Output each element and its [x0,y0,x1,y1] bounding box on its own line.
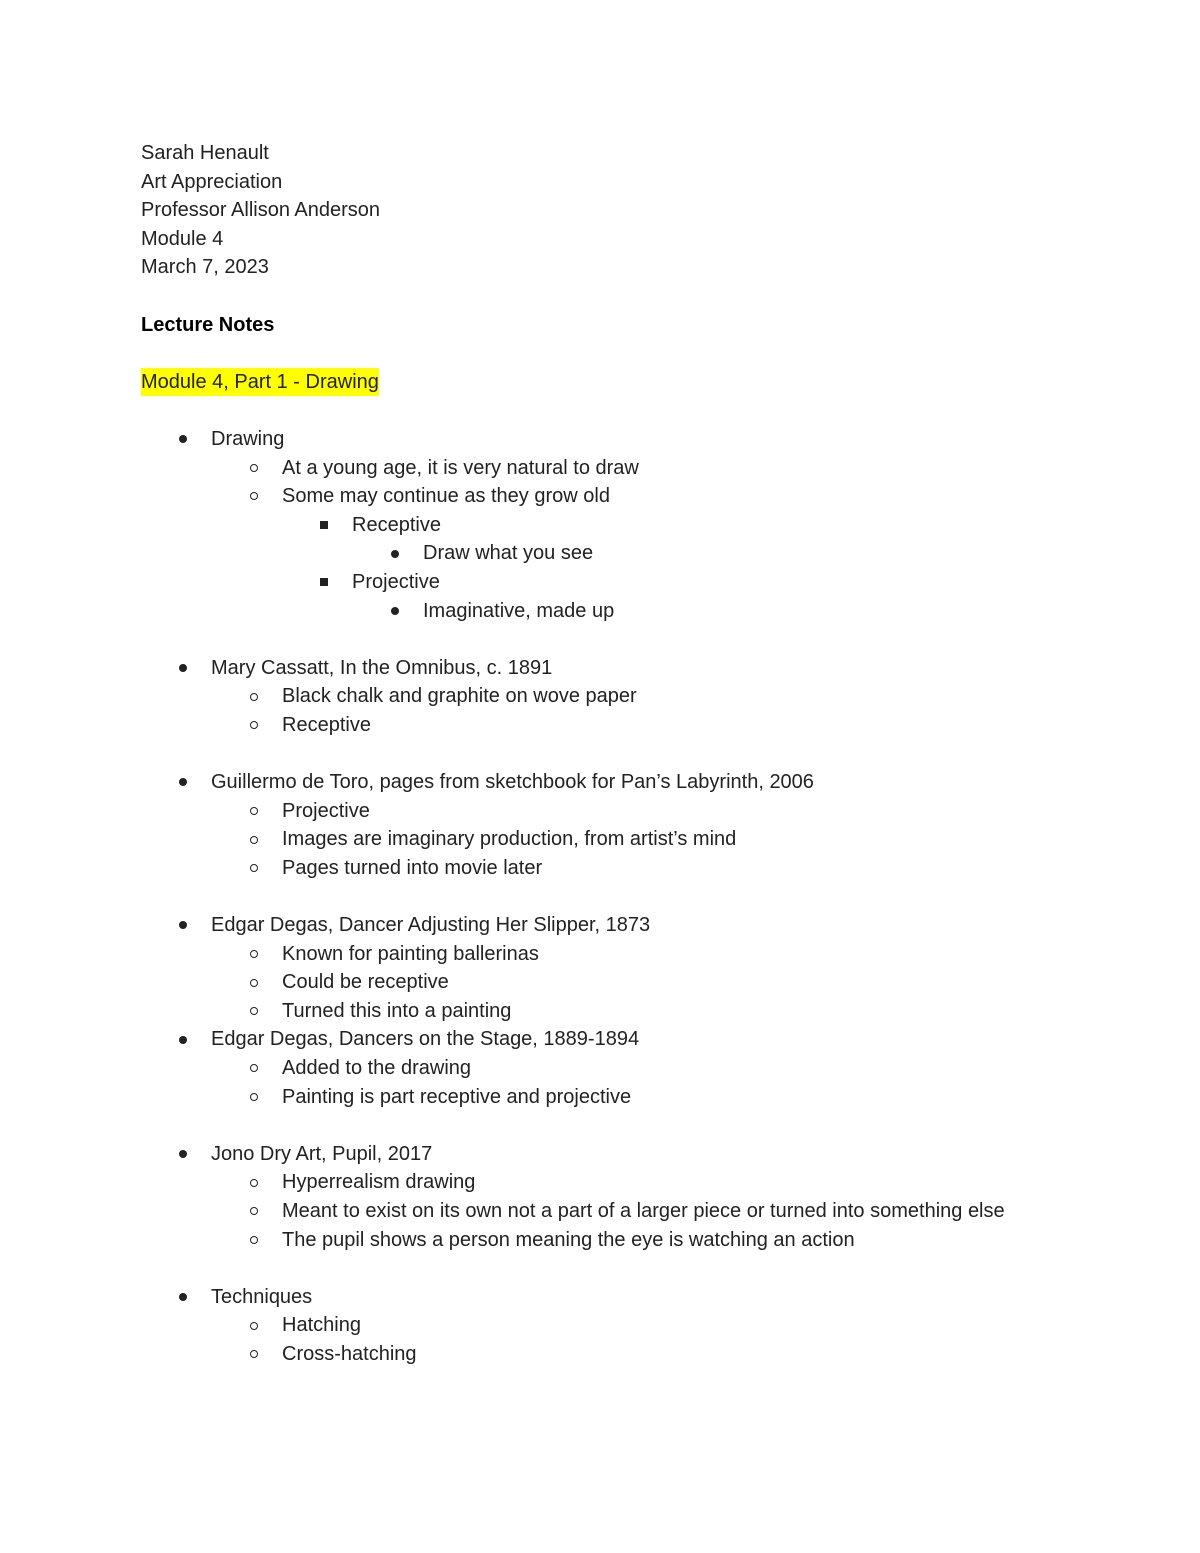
module-label: Module 4 [141,227,224,250]
list-item [141,968,1041,997]
list-item-label: Imaginative, made up [423,599,615,622]
bullet-circle-icon [247,711,261,740]
list-item-label: Black chalk and graphite on wove paper [282,685,637,708]
list-item-label: Projective [282,799,370,822]
list-item-label: Guillermo de Toro, pages from sketchbook for Pan’s Labyrinth, 2006 [211,771,814,794]
list-item [141,597,1041,626]
list-item-label: Jono Dry Art, Pupil, 2017 [211,1142,433,1165]
list-item [141,682,1041,711]
list-item [141,1340,1041,1369]
list-item-label: Hyperrealism drawing [282,1171,476,1194]
bullet-disc-icon [176,425,190,454]
list-item-label: Projective [352,570,440,593]
bullet-circle-icon [247,682,261,711]
list-item-label: Known for painting ballerinas [282,942,539,965]
list-item-label: Techniques [211,1285,313,1308]
bullet-circle-icon [247,1168,261,1197]
list-item [141,482,1041,511]
bullet-disc-icon [176,911,190,940]
list-item [141,854,1041,883]
bullet-disc-icon [176,1283,190,1312]
document-date: March 7, 2023 [141,256,269,279]
spacer [141,339,1041,368]
bullet-circle-icon [247,1226,261,1255]
list-item [141,825,1041,854]
list-item [141,797,1041,826]
spacer [141,396,1041,425]
bullet-circle-icon [247,454,261,483]
bullet-circle-icon [247,825,261,854]
bullet-disc-icon [176,768,190,797]
course-name: Art Appreciation [141,170,283,193]
bullet-circle-icon [247,854,261,883]
spacer [141,1254,1041,1283]
bullet-circle-icon [247,940,261,969]
spacer [141,882,1041,911]
list-item [141,511,1041,540]
list-item [141,1140,1041,1169]
list-item [141,911,1041,940]
bullet-circle-icon [247,997,261,1026]
list-item [141,1025,1041,1054]
list-item [141,711,1041,740]
bullet-disc-icon [176,1025,190,1054]
list-item-label: Some may continue as they grow old [282,485,610,508]
highlighted-heading: Module 4, Part 1 - Drawing [141,368,379,396]
bullet-circle-icon [247,482,261,511]
list-item [141,454,1041,483]
bullet-circle-icon [247,968,261,997]
author-name: Sarah Henault [141,142,269,164]
list-item [141,997,1041,1026]
list-item [141,1168,1041,1197]
section-title: Lecture Notes [141,313,275,336]
list-item [141,1083,1041,1112]
list-item [141,425,1041,454]
spacer [141,625,1041,654]
list-item [141,1226,1041,1255]
bullet-circle-icon [247,1054,261,1083]
bullet-disc-icon [176,1140,190,1169]
list-item-label: Painting is part receptive and projective [282,1085,632,1108]
list-item [141,1283,1041,1312]
list-item-label: Cross-hatching [282,1342,417,1365]
document-page [141,139,1041,1369]
list-item [141,1054,1041,1083]
list-item-label: Drawing [211,427,285,450]
bullet-square-icon [317,568,331,597]
list-item-label: Could be receptive [282,971,449,994]
list-item-label: Draw what you see [423,542,594,565]
list-item-label: Hatching [282,1314,361,1337]
list-item-label: Pages turned into movie later [282,856,543,879]
list-item-label: Turned this into a painting [282,999,512,1022]
bullet-circle-icon [247,1311,261,1340]
list-item-label: Meant to exist on its own not a part of a larger piece or turned into something else [282,1199,1005,1222]
bullet-square-icon [317,511,331,540]
list-item [141,539,1041,568]
bullet-disc-icon [388,539,402,568]
bullet-circle-icon [247,1083,261,1112]
bullet-circle-icon [247,797,261,826]
bullet-disc-icon [176,654,190,683]
list-item [141,940,1041,969]
bullet-circle-icon [247,1340,261,1369]
professor-name: Professor Allison Anderson [141,199,381,222]
list-item-label: Edgar Degas, Dancers on the Stage, 1889-1894 [211,1028,640,1051]
list-item-label: Edgar Degas, Dancer Adjusting Her Slipper, 1873 [211,914,651,937]
list-item [141,768,1041,797]
list-item-label: Mary Cassatt, In the Omnibus, c. 1891 [211,656,553,679]
list-item [141,568,1041,597]
module-heading [141,368,1041,397]
list-item [141,1197,1042,1226]
list-item-label: The pupil shows a person meaning the eye is watching an action [282,1228,855,1251]
list-item-label: Images are imaginary production, from artist’s mind [282,828,737,851]
list-item-label: Receptive [282,713,371,736]
list-item-label: At a young age, it is very natural to draw [282,456,639,479]
bullet-disc-icon [388,597,402,626]
spacer [141,739,1041,768]
list-item-label: Receptive [352,513,441,536]
list-item [141,654,1041,683]
bullet-circle-icon [247,1197,261,1226]
list-item-label: Added to the drawing [282,1057,472,1079]
list-item [141,1311,1041,1340]
spacer [141,1111,1041,1140]
spacer [141,282,1041,311]
